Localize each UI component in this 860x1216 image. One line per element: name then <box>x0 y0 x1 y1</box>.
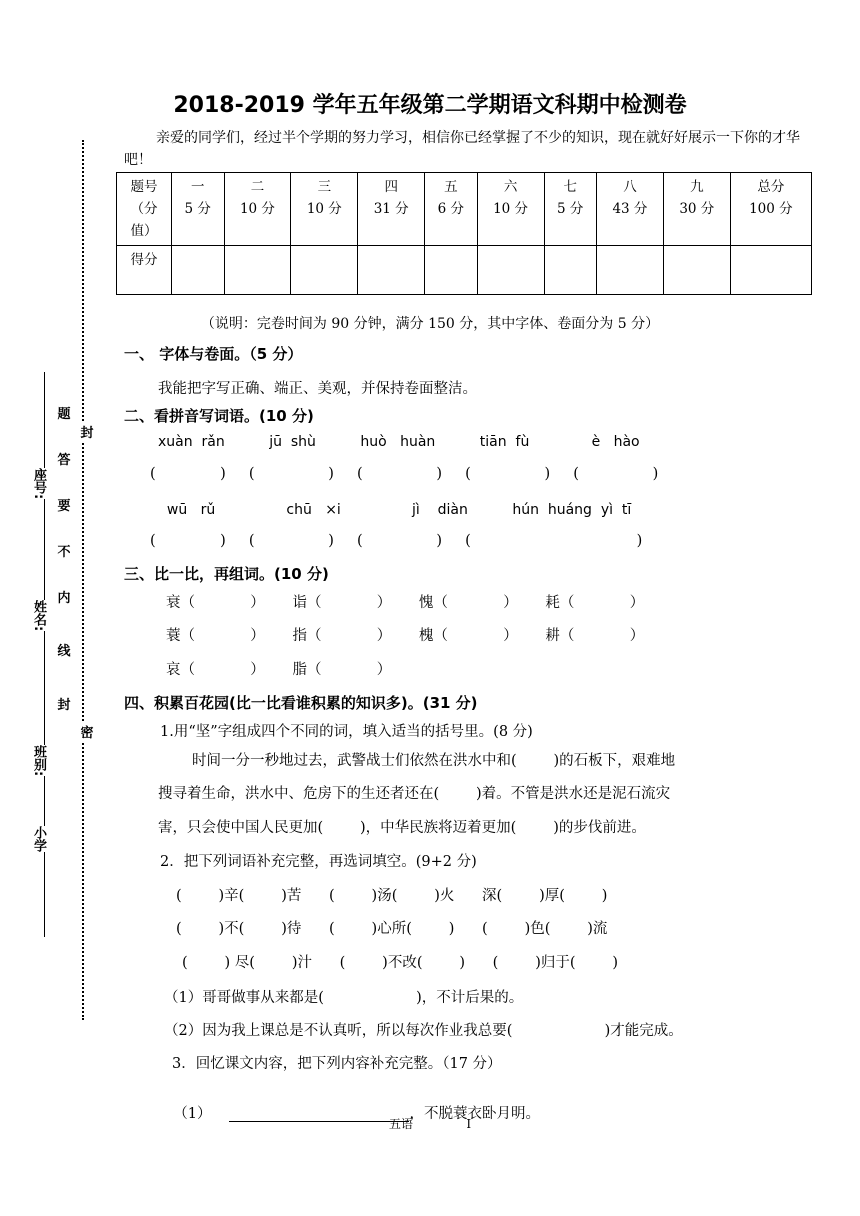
score-col-6: 六 10 分 <box>477 173 544 246</box>
score-cell[interactable] <box>425 246 478 295</box>
section-1-text: 我能把字写正确、端正、美观，并保持卷面整洁。 <box>158 381 477 397</box>
pinyin-row-1: xuàn rǎn jū shù huò huàn tiān fù è hào <box>158 434 640 450</box>
q2-fill-2[interactable]: （2）因为我上课总是不认真听，所以每次作业我总要( )才能完成。 <box>164 1023 683 1039</box>
q2-title: 2．把下列词语补充完整，再选词填空。(9+2 分) <box>160 854 477 870</box>
answer-brackets-row-2[interactable]: ( ) ( ) ( ) ( ) <box>150 533 643 549</box>
score-col-total: 总分 100 分 <box>730 173 811 246</box>
q1-title: 1.用“坚”字组成四个不同的词，填入适当的括号里。(8 分) <box>160 724 533 740</box>
exam-note: （说明：完卷时间为 90 分钟，满分 150 分，其中字体、卷面分为 5 分） <box>200 316 660 332</box>
score-table <box>116 172 812 295</box>
seal-char: 密 <box>79 722 95 741</box>
q3-title: 3．回忆课文内容，把下列内容补充完整。（17 分） <box>172 1056 502 1072</box>
score-col-7: 七 5 分 <box>544 173 597 246</box>
score-table-header-row <box>117 173 812 246</box>
score-table-score-row <box>117 246 812 295</box>
pinyin-row-2: wū rǔ chū ×i jì diàn hún huáng yì tī <box>158 502 632 518</box>
seat-label: 座号: <box>31 468 46 500</box>
compare-row-3[interactable]: 哀（ ） 脂（ ） <box>166 662 392 678</box>
score-col-2: 二 10 分 <box>224 173 291 246</box>
section-4-title: 四、积累百花园(比一比看谁积累的知识多)。(31 分) <box>124 694 478 712</box>
seal-char-feng-top: 封 <box>79 422 95 441</box>
compare-row-1[interactable]: 衰（ ） 诣（ ） 愧（ ） 耗（ ） <box>166 595 645 611</box>
score-col-5: 五 6 分 <box>425 173 478 246</box>
section-1-title: 一、 字体与卷面。（5 分） <box>124 345 303 363</box>
q1-line-1[interactable]: 时间一分一秒地过去，武警战士们依然在洪水中和( )的石板下，艰难地 <box>192 753 676 769</box>
score-cell[interactable] <box>544 246 597 295</box>
score-cell[interactable] <box>597 246 664 295</box>
q2-row-2[interactable]: ( )不( )待 ( )心所( ) ( )色( )流 <box>176 921 608 937</box>
seal-char: 线 <box>57 644 71 659</box>
q3-item-1: （1） ，不脱蓑衣卧月明。 <box>173 1106 540 1122</box>
score-cell[interactable] <box>172 246 225 295</box>
score-col-8: 八 43 分 <box>597 173 664 246</box>
score-col-4: 四 31 分 <box>358 173 425 246</box>
score-cell[interactable] <box>358 246 425 295</box>
score-col-3: 三 10 分 <box>291 173 358 246</box>
seal-char: 内 <box>57 591 71 606</box>
class-label: 班别: <box>31 745 46 777</box>
seal-char: 题 <box>57 407 71 422</box>
page-title: 2018-2019 学年五年级第二学期语文科期中检测卷 <box>173 93 687 118</box>
score-col-9: 九 30 分 <box>663 173 730 246</box>
seal-char: 不 <box>57 545 71 560</box>
score-cell[interactable] <box>291 246 358 295</box>
score-col-1: 一 5 分 <box>172 173 225 246</box>
q2-row-1[interactable]: ( )辛( )苦 ( )汤( )火 深( )厚( ) <box>176 888 608 904</box>
school-label: 小学 <box>31 826 46 852</box>
score-cell[interactable] <box>730 246 811 295</box>
section-2-title: 二、看拼音写词语。(10 分) <box>124 407 314 425</box>
q1-line-3[interactable]: 害，只会使中国人民更加( )，中华民族将迈着更加( )的步伐前进。 <box>158 820 646 836</box>
section-3-title: 三、比一比，再组词。(10 分) <box>124 565 329 583</box>
binding-line <box>82 140 92 1020</box>
answer-brackets-row-1[interactable]: ( ) ( ) ( ) ( ) ( ) <box>150 466 659 482</box>
seal-char: 封 <box>57 698 71 713</box>
page-footer: 五语 I <box>388 1117 472 1131</box>
name-label: 姓名: <box>31 600 46 632</box>
intro-text: 亲爱的同学们，经过半个学期的努力学习，相信你已经掌握了不少的知识，现在就好好展示一下你的才华吧！ <box>124 130 800 168</box>
score-table-header-label: 题号 （分 值） <box>117 173 172 246</box>
q1-line-2[interactable]: 搜寻着生命，洪水中、危房下的生还者还在( )着。不管是洪水还是泥石流灾 <box>158 786 671 802</box>
score-cell[interactable] <box>477 246 544 295</box>
side-rule <box>44 372 45 937</box>
score-cell[interactable] <box>224 246 291 295</box>
q2-row-3[interactable]: ( ) 尽( )汁 ( )不改( ) ( )归于( ) <box>182 955 619 971</box>
q2-fill-1[interactable]: （1）哥哥做事从来都是( )，不计后果的。 <box>164 990 524 1006</box>
score-row-label: 得分 <box>117 246 172 295</box>
seal-char: 答 <box>57 453 71 468</box>
seal-char: 要 <box>57 499 71 514</box>
compare-row-2[interactable]: 蓑（ ） 指（ ） 槐（ ） 耕（ ） <box>166 628 645 644</box>
score-cell[interactable] <box>663 246 730 295</box>
